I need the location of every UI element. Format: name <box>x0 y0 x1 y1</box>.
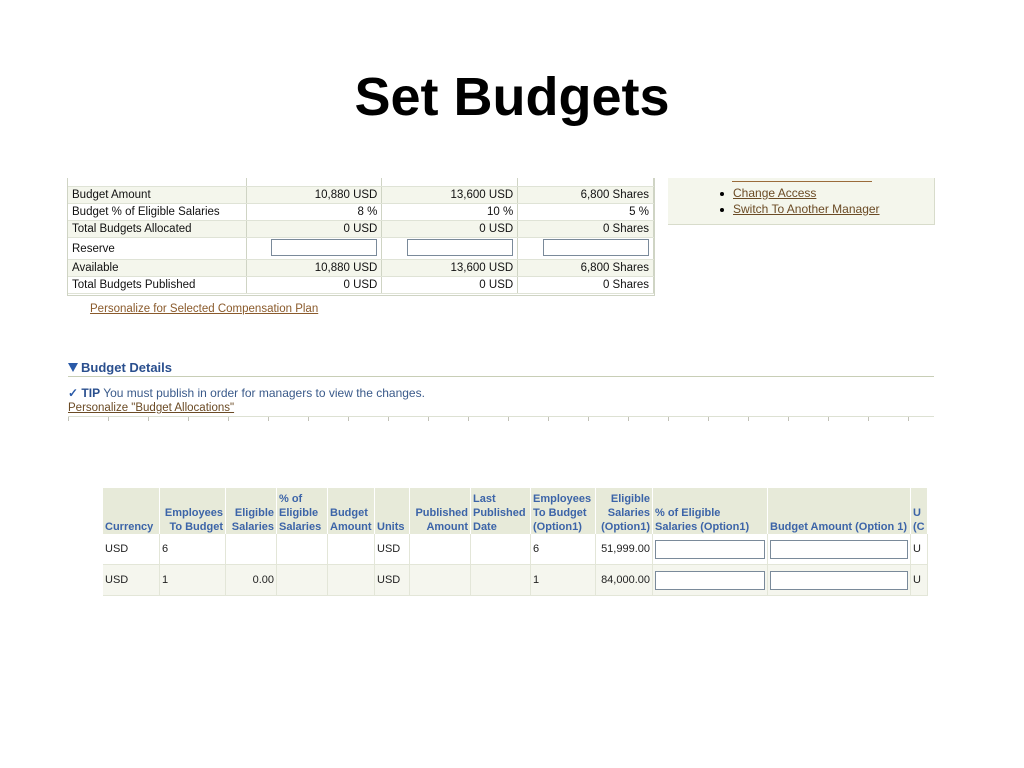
col-header[interactable]: U (C <box>911 488 928 534</box>
cell-value: 13,600 USD <box>382 187 518 204</box>
cell <box>471 565 531 596</box>
collapse-triangle-icon[interactable] <box>68 363 78 372</box>
cell-value: 0 USD <box>382 277 518 294</box>
cell: 1 <box>160 565 226 596</box>
table-row <box>103 565 927 596</box>
row-label: Budget % of Eligible Salaries <box>68 204 246 221</box>
slide-title: Set Budgets <box>354 67 670 127</box>
cell-value: 0 USD <box>382 221 518 238</box>
switch-manager-link[interactable]: Switch To Another Manager <box>733 202 880 216</box>
cell-value: 0 Shares <box>518 277 654 294</box>
tip-message <box>68 386 425 400</box>
cell: 51,999.00 <box>596 534 653 565</box>
cell <box>653 565 768 596</box>
list-item <box>720 185 880 201</box>
cell <box>653 534 768 565</box>
cell-value: 10,880 USD <box>246 187 382 204</box>
cell <box>471 534 531 565</box>
tip-text: You must publish in order for managers to view the changes. <box>103 386 425 400</box>
cell: 84,000.00 <box>596 565 653 596</box>
cell <box>226 534 277 565</box>
tip-label: TIP <box>81 386 101 400</box>
cell: U <box>911 565 928 596</box>
cell: 6 <box>531 534 596 565</box>
col-header[interactable]: Units <box>375 488 410 534</box>
table-row <box>103 534 927 565</box>
change-access-link[interactable]: Change Access <box>733 186 817 200</box>
col-header[interactable]: Employees To Budget (Option1) <box>531 488 596 534</box>
cell <box>410 534 471 565</box>
cell <box>768 534 911 565</box>
cell <box>328 565 375 596</box>
cell <box>277 565 328 596</box>
cell: U <box>911 534 928 565</box>
cell <box>277 534 328 565</box>
cell-value: 6,800 Shares <box>518 260 654 277</box>
cell-value: 13,600 USD <box>382 260 518 277</box>
row-label: Total Budgets Published <box>68 277 246 294</box>
cell-value: 8 % <box>246 204 382 221</box>
table-header-row <box>103 488 927 534</box>
bullet-icon <box>720 208 724 212</box>
col-header[interactable]: Last Published Date <box>471 488 531 534</box>
cell-value: 0 USD <box>246 277 382 294</box>
col-header[interactable]: Budget Amount <box>328 488 375 534</box>
col-header[interactable]: Eligible Salaries <box>226 488 277 534</box>
col-header[interactable]: Currency <box>103 488 160 534</box>
personalize-plan-link[interactable]: Personalize for Selected Compensation Plan <box>90 303 319 315</box>
cell <box>768 565 911 596</box>
list-item <box>720 201 880 217</box>
cell-value: 10,880 USD <box>246 260 382 277</box>
col-header[interactable]: Budget Amount (Option 1) <box>768 488 911 534</box>
cell: 0.00 <box>226 565 277 596</box>
col-header[interactable]: Eligible Salaries (Option1) <box>596 488 653 534</box>
budget-amount-input[interactable] <box>770 540 908 559</box>
section-title: Budget Details <box>81 360 173 375</box>
cell <box>410 565 471 596</box>
percent-eligible-input[interactable] <box>655 540 765 559</box>
cell-value: 5 % <box>518 204 654 221</box>
col-header[interactable]: Employees To Budget <box>160 488 226 534</box>
col-header[interactable]: % of Eligible Salaries (Option1) <box>653 488 768 534</box>
manager-links-list <box>720 185 880 217</box>
cut-table-strip <box>68 416 934 421</box>
summary-frame <box>67 178 655 296</box>
cell: USD <box>375 534 410 565</box>
cut-link-underline <box>732 178 872 182</box>
budget-allocations-table <box>103 488 928 596</box>
budget-amount-input[interactable] <box>770 571 908 590</box>
cell-value: 10 % <box>382 204 518 221</box>
col-header[interactable]: % of Eligible Salaries <box>277 488 328 534</box>
cell: USD <box>375 565 410 596</box>
cell <box>328 534 375 565</box>
row-label: Total Budgets Allocated <box>68 221 246 238</box>
row-label: Available <box>68 260 246 277</box>
percent-eligible-input[interactable] <box>655 571 765 590</box>
cell-value: 0 Shares <box>518 221 654 238</box>
row-label: Budget Amount <box>68 187 246 204</box>
col-header[interactable]: Published Amount <box>410 488 471 534</box>
cell: 1 <box>531 565 596 596</box>
cell: USD <box>103 534 160 565</box>
cell-value: 6,800 Shares <box>518 187 654 204</box>
bullet-icon <box>720 192 724 196</box>
check-icon: ✓ <box>68 386 79 400</box>
manager-links-box <box>668 178 935 225</box>
budget-details-header[interactable] <box>68 360 934 377</box>
personalize-allocations-link[interactable]: Personalize "Budget Allocations" <box>68 402 235 414</box>
cell: 6 <box>160 534 226 565</box>
row-label: Reserve <box>68 238 246 260</box>
cell: USD <box>103 565 160 596</box>
cell-value: 0 USD <box>246 221 382 238</box>
